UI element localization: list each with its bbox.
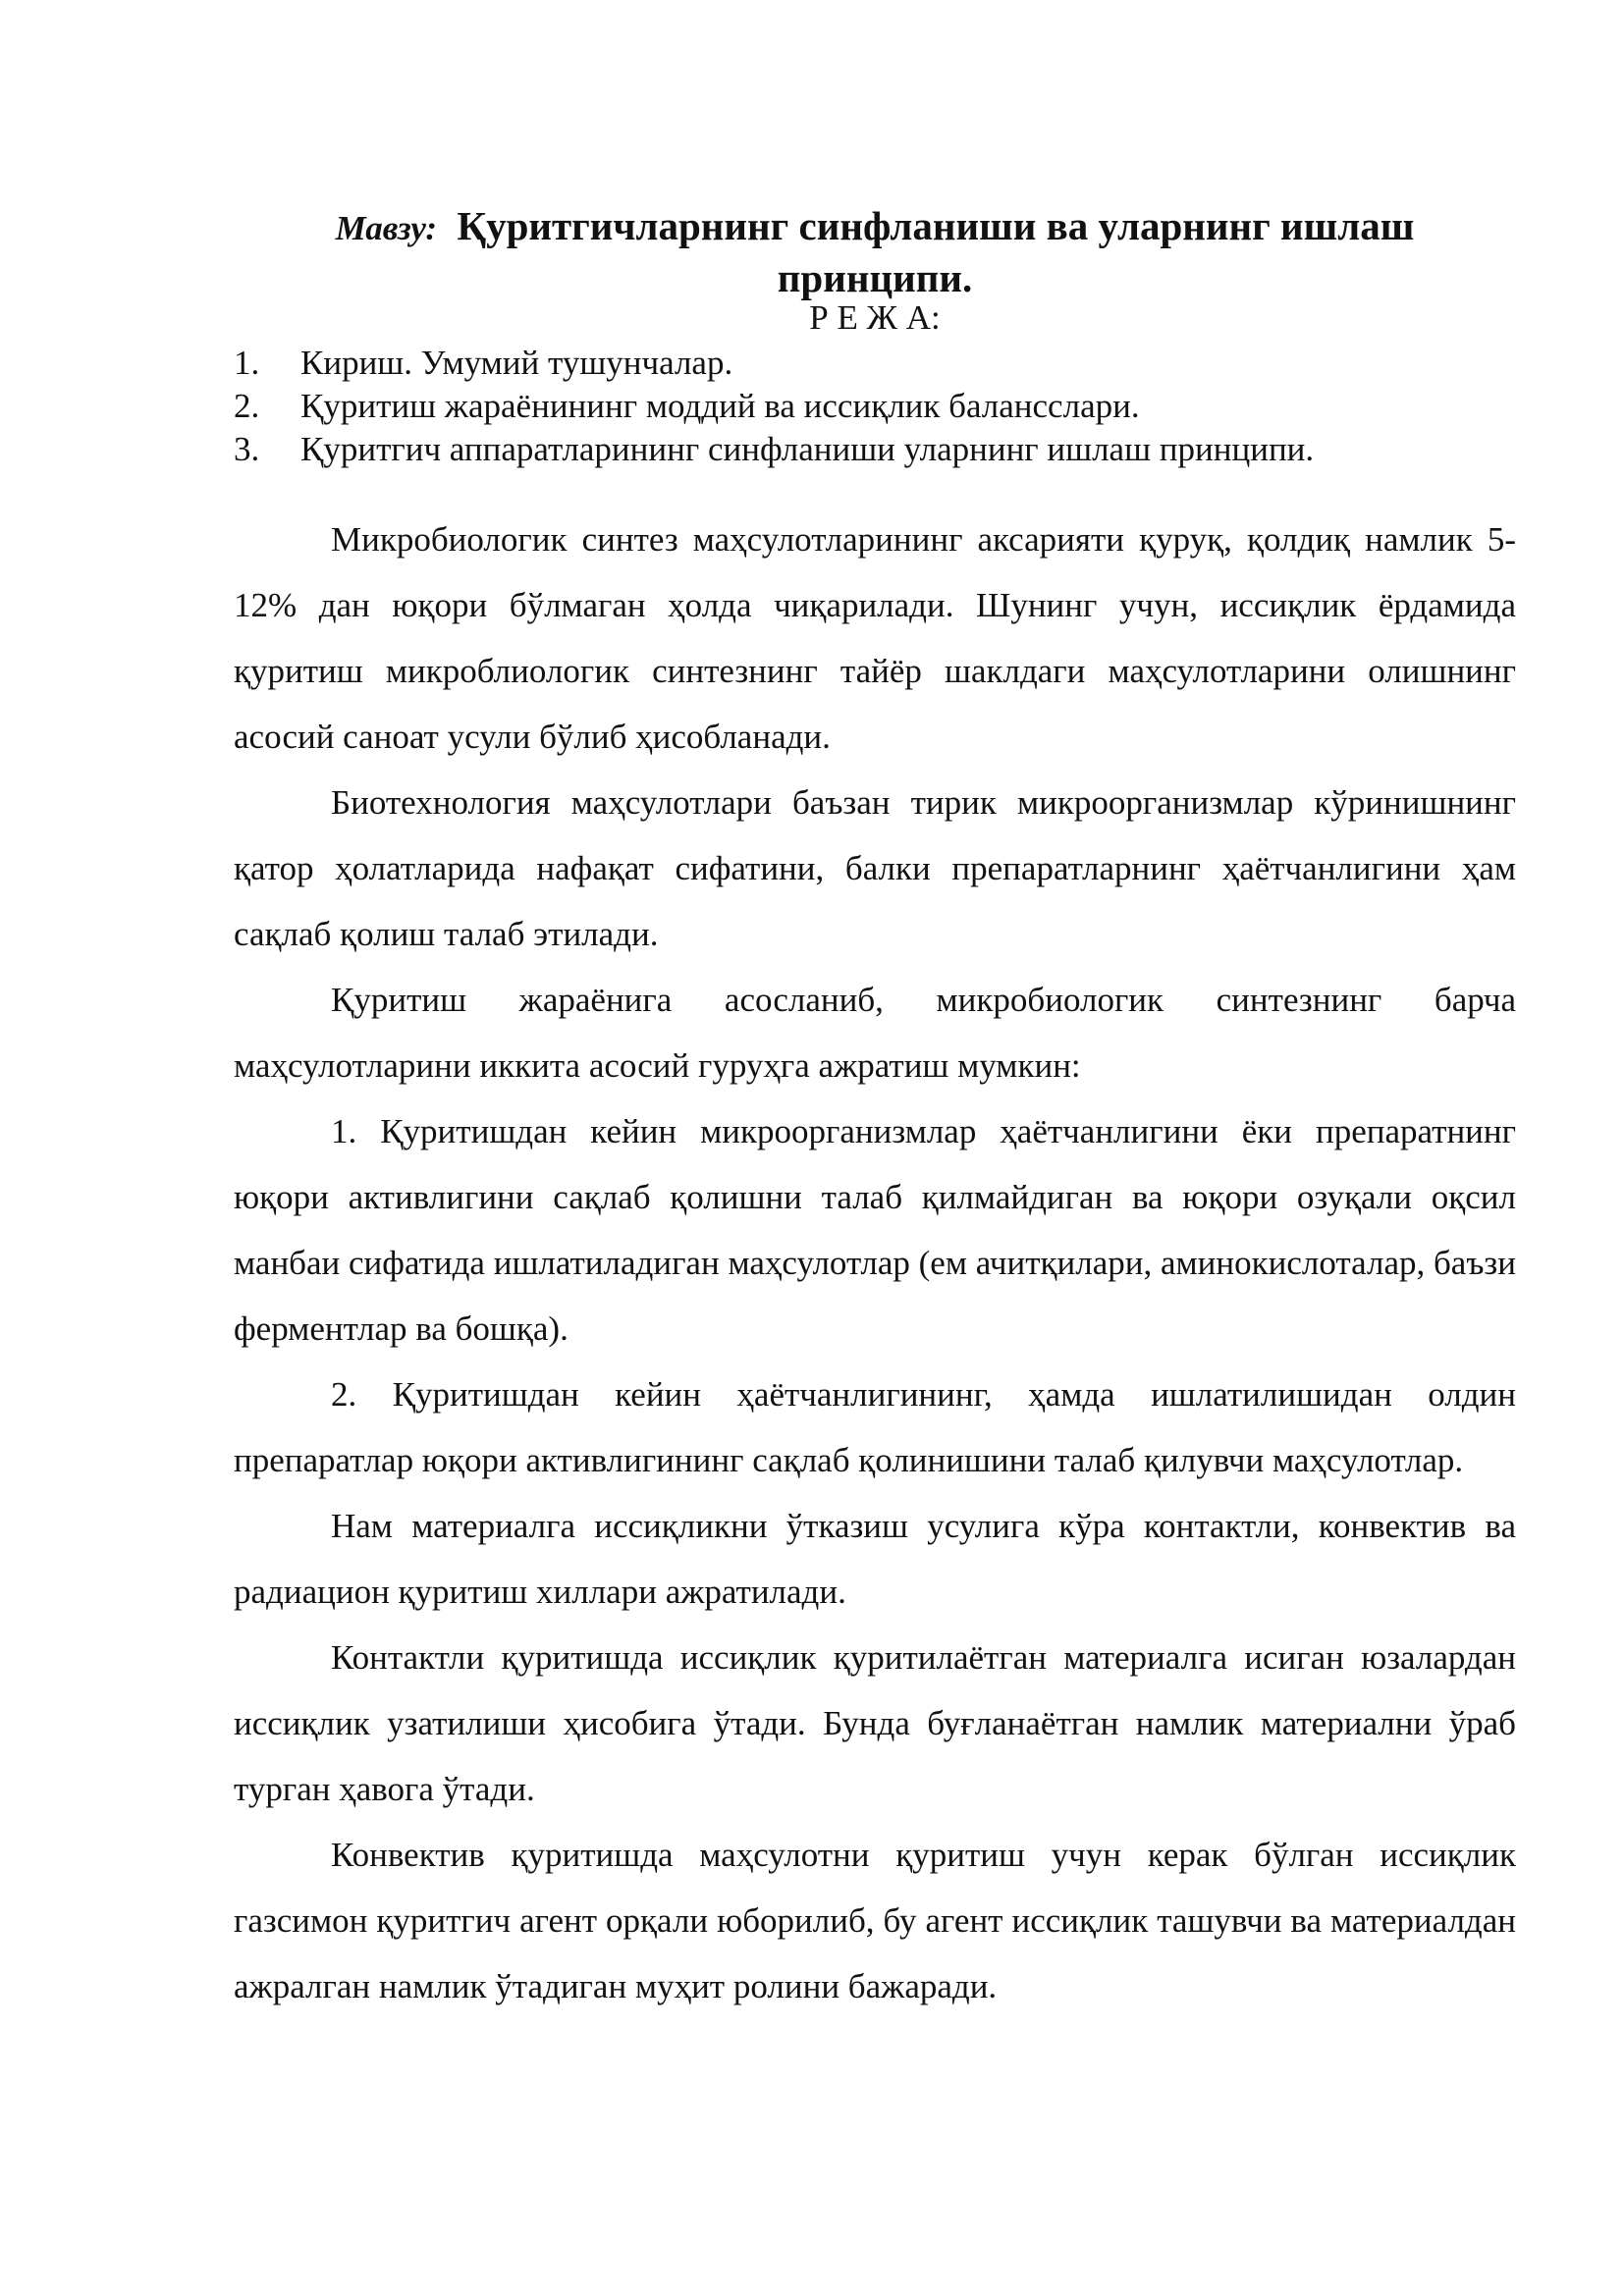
plan-item-number: 1. xyxy=(234,344,260,382)
title-lead: Мавзу: xyxy=(335,209,438,247)
title-text: Қуритгичларнинг синфланиши ва уларнинг ишлаш принципи. xyxy=(457,203,1415,300)
plan-item xyxy=(234,342,1516,385)
plan-item-text: Қуритгич аппаратларининг синфланиши уларнинг ишлаш принципи. xyxy=(300,430,1315,468)
plan-list xyxy=(234,342,1516,471)
document-title xyxy=(234,201,1516,302)
plan-heading: Р Е Ж А: xyxy=(809,298,941,337)
plan-item-number: 2. xyxy=(234,387,260,425)
body-paragraph: 1. Қуритишдан кейин микроорганизмлар ҳаётчанлигини ёки препаратнинг юқори активлигини сақлаб қолишни талаб қилмайдиган ва юқори озуқали оқсил манбаи сифатида ишлатиладиган маҳсулотлар (ем ачитқилари, аминокислоталар, баъзи ферментлар ва бошқа). xyxy=(234,1112,1516,1348)
body-paragraph: Қуритиш жараёнига асосланиб, микробиологик синтезнинг барча маҳсулотларини иккита асосий гуруҳга ажратиш мумкин: xyxy=(234,981,1516,1085)
document-body xyxy=(234,507,1516,2019)
plan-item xyxy=(234,428,1516,471)
body-paragraph: 2. Қуритишдан кейин ҳаётчанлигининг, ҳамда ишлатилишидан олдин препаратлар юқори активлигининг сақлаб қолинишини талаб қилувчи маҳсулотлар. xyxy=(234,1375,1516,1479)
plan-item-text: Кириш. Умумий тушунчалар. xyxy=(300,344,733,382)
body-paragraph: Контактли қуритишда иссиқлик қуритилаётган материалга исиган юзалардан иссиқлик узатилиши ҳисобига ўтади. Бунда буғланаётган намлик материални ўраб турган ҳавога ўтади. xyxy=(234,1638,1516,1808)
body-paragraph: Биотехнология маҳсулотлари баъзан тирик микроорганизмлар кўринишнинг қатор ҳолатларида нафақат сифатини, балки препаратларнинг ҳаётчанлигини ҳам сақлаб қолиш талаб этилади. xyxy=(234,783,1516,953)
body-paragraph: Микробиологик синтез маҳсулотларининг аксарияти қуруқ, қолдиқ намлик 5-12% дан юқори бўлмаган ҳолда чиқарилади. Шунинг учун, иссиқлик ёрдамида қуритиш микроблиологик синтезнинг тайёр шаклдаги маҳсулотларини олишнинг асосий саноат усули бўлиб ҳисобланади. xyxy=(234,520,1516,756)
plan-item xyxy=(234,385,1516,428)
plan-item-number: 3. xyxy=(234,430,260,468)
plan-item-text: Қуритиш жараёнининг моддий ва иссиқлик балансслари. xyxy=(300,387,1140,425)
body-paragraph: Нам материалга иссиқликни ўтказиш усулига кўра контактли, конвектив ва радиацион қуритиш хиллари ажратилади. xyxy=(234,1507,1516,1611)
body-paragraph: Конвектив қуритишда маҳсулотни қуритиш учун керак бўлган иссиқлик газсимон қуритгич агент орқали юборилиб, бу агент иссиқлик ташувчи ва материалдан ажралган намлик ўтадиган муҳит ролини бажаради. xyxy=(234,1836,1516,2005)
